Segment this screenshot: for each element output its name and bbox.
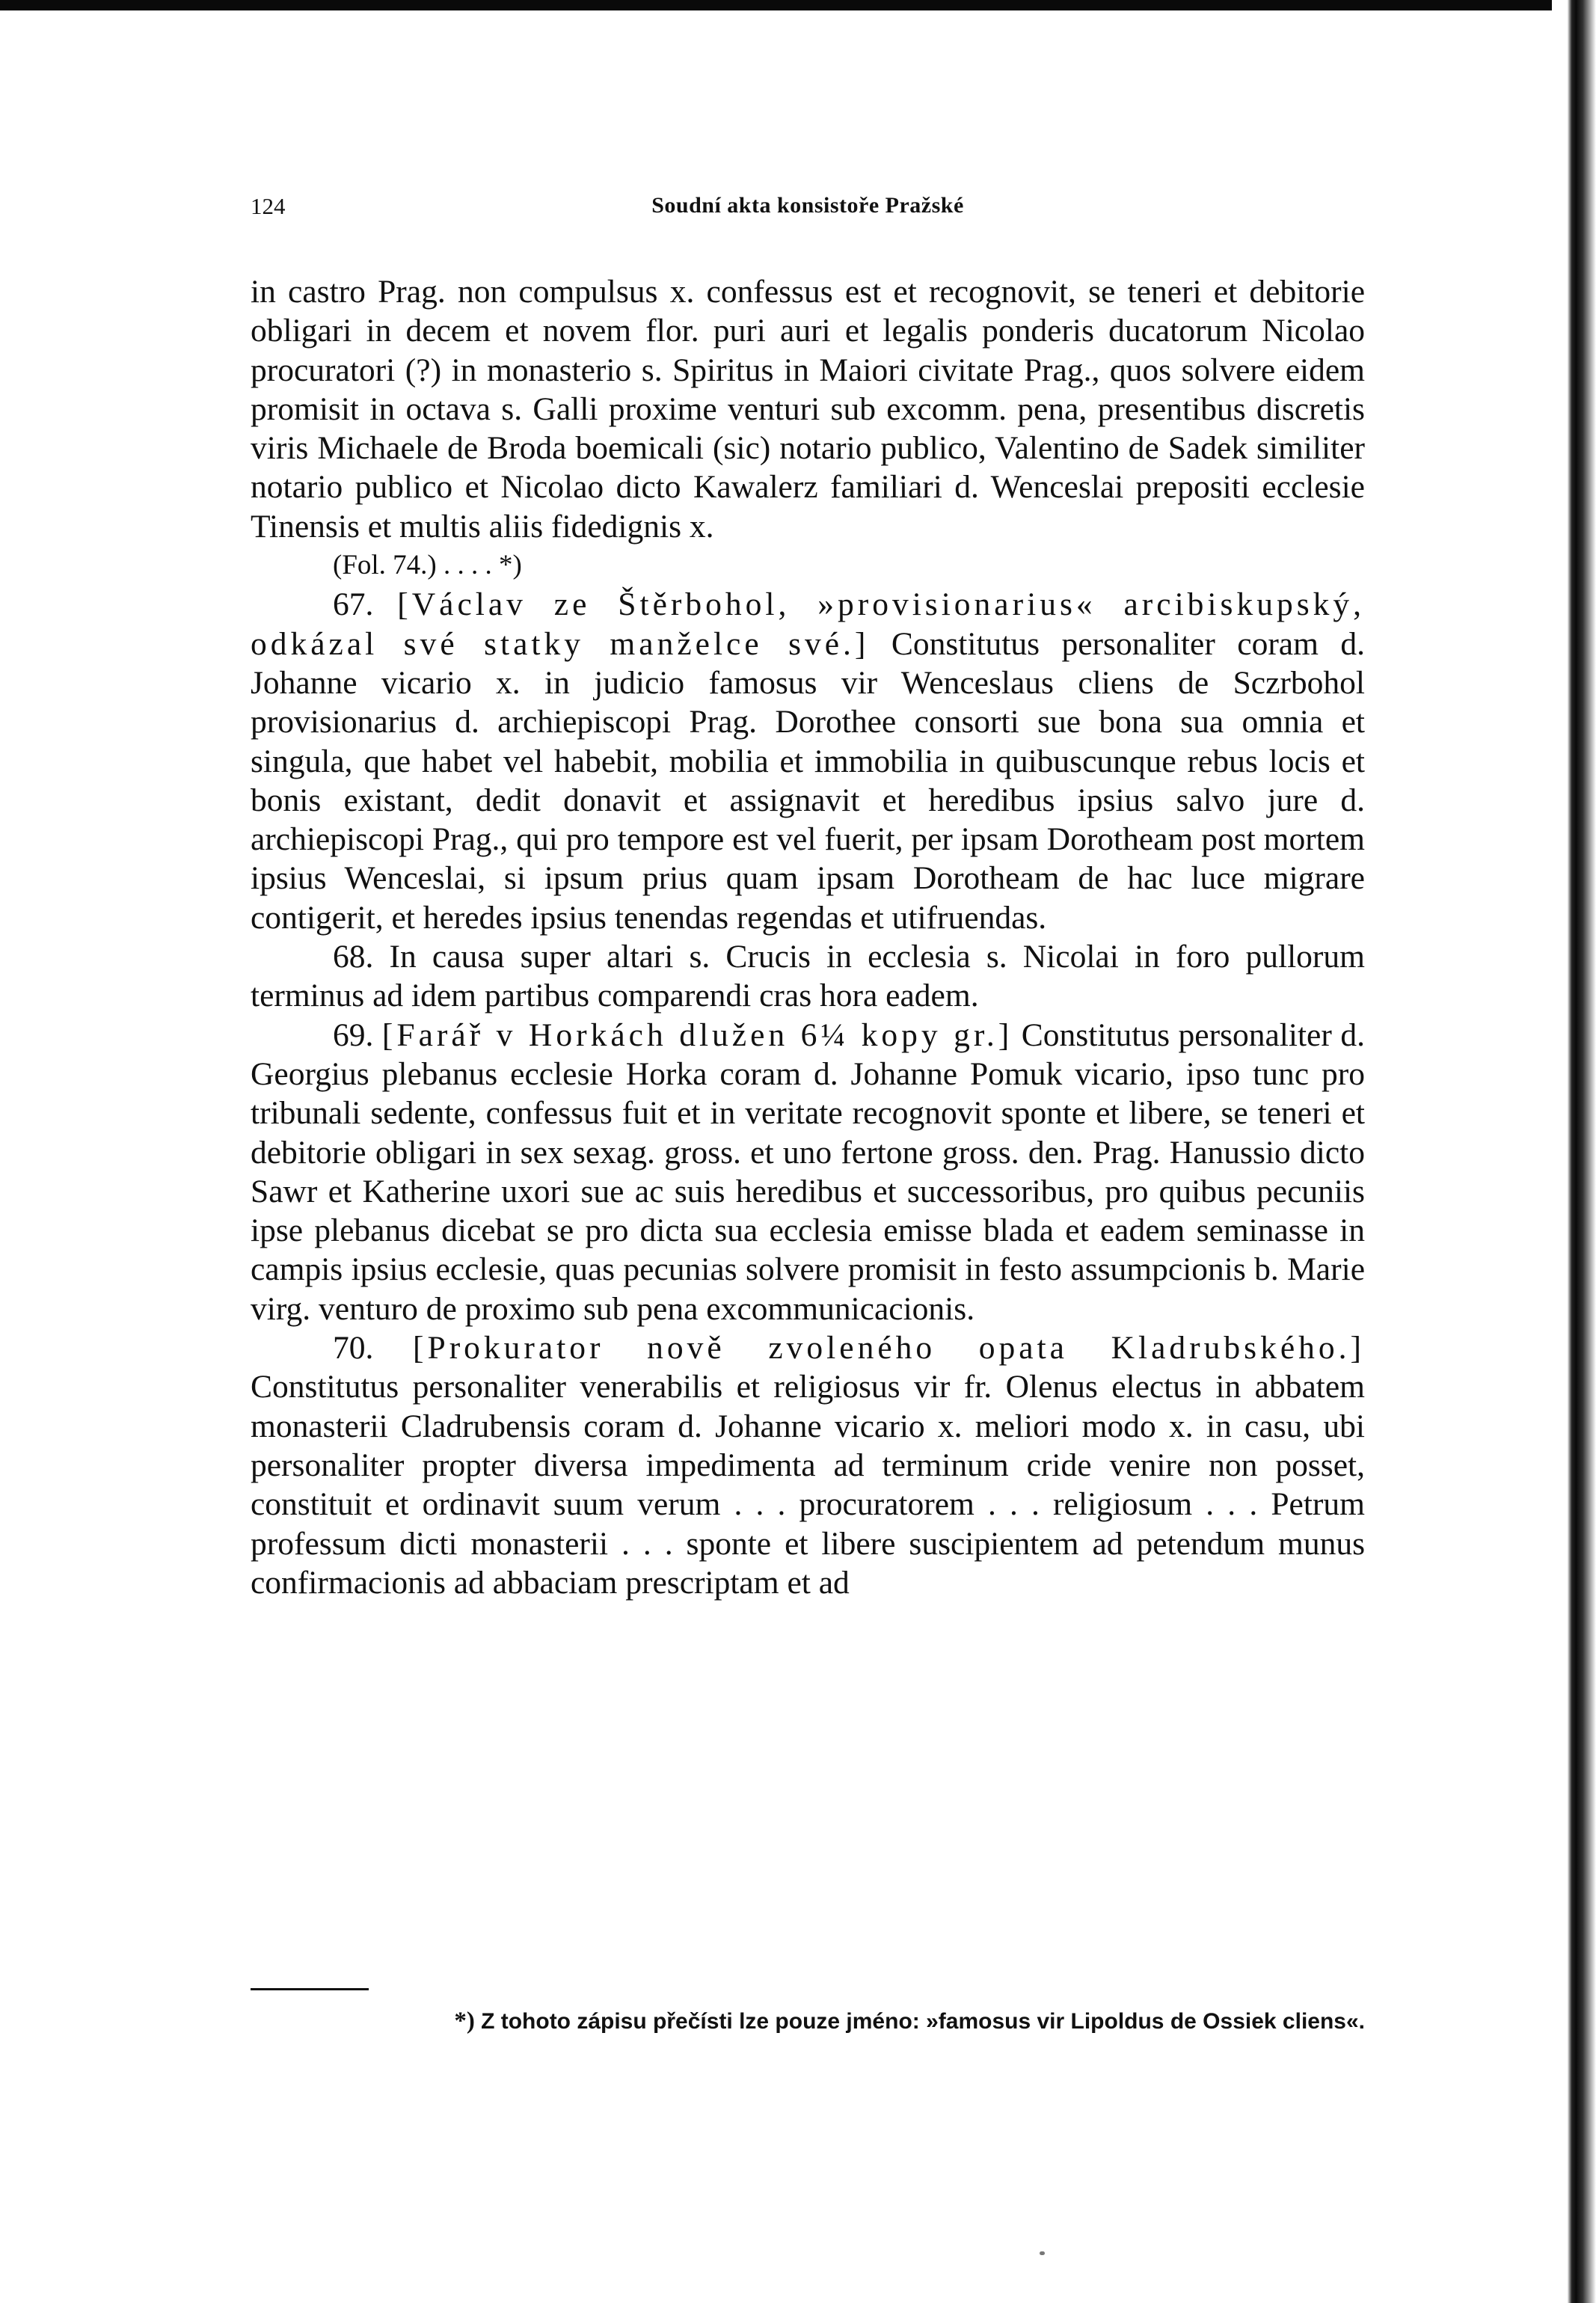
entry-heading: [Václav ze Štěrbohol, »provisionarius« arcibiskupský, odkázal své statky manželce své.] [251,586,1366,662]
entry-69 [251,1016,1365,1328]
scan-speck [1040,2251,1045,2255]
entry-70 [251,1328,1365,1602]
folio-reference: (Fol. 74.) . . . . *) [333,550,522,581]
footnote [251,2005,1365,2038]
running-head [251,193,1365,226]
entry-68 [251,937,1365,1016]
entry-number: 68. [333,939,374,975]
entry-number: 69. [333,1016,374,1053]
entry-number: 67. [333,586,374,623]
entry-text: Constitutus personaliter coram d. Johanne vicario x. in judicio famosus vir Wenceslaus cliens de Sczrbohol provisionarius d. archiepiscopi Prag. Dorothee consorti sue bona sua omnia et singula, que habet vel habebit, mobilia et immobilia in quibuscunque rebus locis et bonis existant, dedit donavit et assignavit et heredibus ipsius salvo jure d. archiepiscopi Prag., qui pro tempore est vel fuerit, per ipsam Dorotheam post mortem ipsius Wenceslai, si ipsum prius quam ipsam Dorotheam de hac luce migrare contigerit, et heredes ipsius tenendas regendas et utifruendas. [251,625,1365,936]
entry-text: In causa super altari s. Crucis in ecclesia s. Nicolai in foro pullorum terminus ad idem partibus comparendi cras hora eadem. [251,939,1366,1014]
entry-heading: [Prokurator nově zvoleného opata Kladrubského.] [413,1330,1366,1367]
running-title: Soudní akta konsistoře Pražské [651,193,964,218]
scan-top-edge [0,0,1596,10]
page-number: 124 [251,193,286,219]
entry-67 [251,585,1365,937]
entry-number: 70. [333,1330,374,1367]
scan-right-edge [1552,0,1596,2303]
continuation-paragraph: in castro Prag. non compulsus x. confessus est et recognovit, se teneri et debitorie obligari in decem et novem flor. puri auri et legalis ponderis ducatorum Nicolao procuratori (?) in monasterio s. Spiritus in Maiori civitate Prag., quos solvere eidem promisit in octava s. Galli proxime venturi sub excomm. pena, presentibus discretis viris Michaele de Broda boemicali (sic) notario publico, Valentino de Sadek similiter notario publico et Nicolao dicto Kawalerz familiari d. Wenceslai prepositi ecclesie Tinensis et multis aliis fidedignis x. [251,274,1365,545]
entry-text: Constitutus personaliter venerabilis et religiosus vir fr. Olenus electus in abbatem monasterii Cladrubensis coram d. Johanne vicario x. meliori modo x. in casu, ubi personaliter propter diversa impedimenta ad terminum cride venire non posset, constituit et ordinavit suum verum . . . procuratorem . . . religiosum . . . Petrum professum dicti monasterii . . . sponte et libere suscipientem ad petendum munus confirmacionis ad abbaciam prescriptam et ad [251,1369,1365,1601]
footnote-rule [251,1988,369,1990]
main-text [251,272,1365,1602]
entry-heading: [Farář v Horkách dlužen 6¼ kopy gr.] [381,1016,1013,1053]
entry-text: Constitutus personaliter d. Georgius plebanus ecclesie Horka coram d. Johanne Pomuk vicario, ipso tunc pro tribunali sedente, confessus fuit et in veritate recognovit sponte et libere, se teneri et debitorie obligari in sex sexag. gross. et uno fertone gross. den. Prag. Hanussio dicto Sawr et Katherine uxori sue ac suis heredibus et successoribus, pro quibus pecuniis ipse plebanus dicebat se pro dicta sua ecclesia emisse blada et eadem seminasse in campis ipsius ecclesie, quas pecunias solvere promisit in festo assumpcionis b. Marie virg. venturo de proximo sub pena excommunicacionis. [251,1016,1365,1327]
footnote-text: Z tohoto zápisu přečísti lze pouze jméno: »famosus vir Lipoldus de Ossiek cliens«. [481,2009,1365,2034]
footnote-marker: *) [454,2008,475,2034]
